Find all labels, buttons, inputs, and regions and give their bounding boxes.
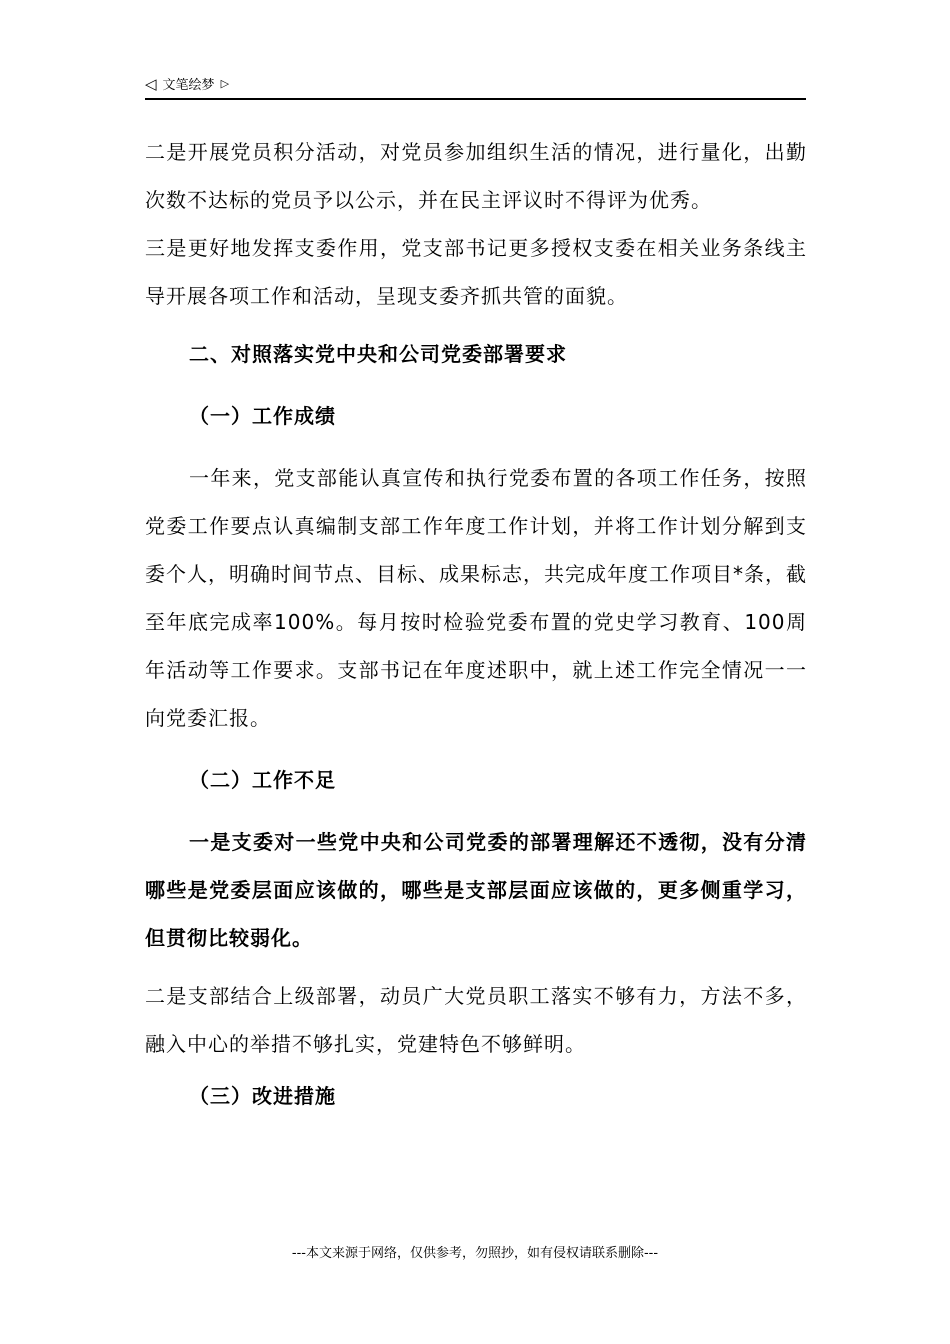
paragraph-achievements: 一年来，党支部能认真宣传和执行党委布置的各项工作任务，按照党委工作要点认真编制支部工作年度工作计划，并将工作计划分解到支委个人，明确时间节点、目标、成果标志，共完成年度工作项目*条，截至年底完成率100%。每月按时检验党委布置的党史学习教育、100周年活动等工作要求。支部书记在年度述职中，就上述工作完全情况一一向党委汇报。 [145, 466, 807, 730]
paragraph-shortcoming-one: 一是支委对一些党中央和公司党委的部署理解还不透彻，没有分清哪些是党委层面应该做的，哪些是支部层面应该做的，更多侧重学习，但贯彻比较弱化。 [145, 830, 807, 950]
section-heading-2: 二、对照落实党中央和公司党委部署要求 [189, 342, 567, 366]
subsection-heading-shortcomings: （二）工作不足 [189, 768, 336, 792]
page-header [145, 72, 806, 100]
triangle-right-icon: ▷ [220, 77, 230, 90]
paragraph-point-three: 三是更好地发挥支委作用，党支部书记更多授权支委在相关业务条线主导开展各项工作和活动，呈现支委齐抓共管的面貌。 [145, 236, 807, 308]
page-footer-disclaimer: ---本文来源于网络，仅供参考，勿照抄，如有侵权请联系删除--- [291, 1246, 659, 1261]
paragraph-point-two: 二是开展党员积分活动，对党员参加组织生活的情况，进行量化，出勤次数不达标的党员予以公示，并在民主评议时不得评为优秀。 [145, 140, 807, 212]
header-title: 文笔绘梦 [162, 78, 215, 93]
subsection-heading-improvements: （三）改进措施 [189, 1084, 336, 1108]
header-title-row [145, 74, 229, 96]
paragraph-shortcoming-two: 二是支部结合上级部署，动员广大党员职工落实不够有力，方法不多，融入中心的举措不够扎实，党建特色不够鲜明。 [145, 984, 807, 1056]
triangle-left-icon: ◁ [145, 75, 157, 93]
subsection-heading-achievements: （一）工作成绩 [189, 404, 336, 428]
document-body [145, 128, 807, 1120]
